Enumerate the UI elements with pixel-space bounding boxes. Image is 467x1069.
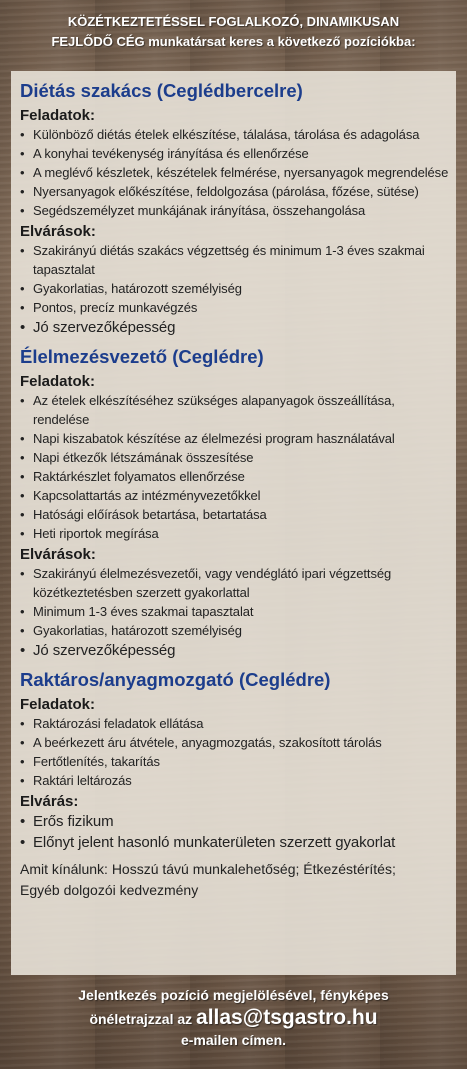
tasks-label: Feladatok: [20, 107, 96, 124]
footer-line-2-prefix: önéletrajzzal az [89, 1011, 197, 1027]
offer-text [20, 859, 450, 901]
offer-line-2: Egyéb dolgozói kedvezmény [20, 882, 199, 898]
job-title: Raktáros/anyagmozgató (Ceglédre) [20, 669, 331, 690]
list-item: • Az ételek elkészítéséhez szükséges alapanyagok összeállítása, rendelése [20, 391, 450, 429]
requirements-label: Elvárások: [20, 223, 96, 240]
list-item: • Heti riportok megírása [20, 524, 450, 543]
list-item: • Raktározási feladatok ellátása [20, 714, 450, 733]
job-dietas-szakacs [20, 78, 450, 338]
header-line-2: FEJLŐDŐ CÉG munkatársat keres a következő pozíciókba: [51, 34, 416, 49]
list-item: • Gyakorlatias, határozott személyiség [20, 279, 450, 298]
job-raktaros [20, 667, 450, 853]
list-item: • Erős fizikum [20, 811, 450, 832]
list-item: • A meglévő készletek, készételek felmérése, nyersanyagok megrendelése [20, 163, 450, 182]
list-item: • Gyakorlatias, határozott személyiség [20, 621, 450, 640]
header-line-1: KÖZÉTKEZTETÉSSEL FOGLALKOZÓ, DINAMIKUSAN [67, 14, 400, 29]
requirements-label: Elvárások: [20, 546, 96, 563]
requirements-list [20, 241, 450, 338]
list-item: • Szakirányú diétás szakács végzettség és minimum 1-3 éves szakmai tapasztalat [20, 241, 450, 279]
list-item: • Jó szervezőképesség [20, 640, 450, 661]
requirements-label: Elvárás: [20, 793, 79, 810]
footer [0, 984, 467, 1049]
job-listing-panel [11, 71, 456, 975]
requirements-list [20, 564, 450, 661]
tasks-label: Feladatok: [20, 696, 96, 713]
tasks-list [20, 391, 450, 543]
list-item: • A konyhai tevékenység irányítása és ellenőrzése [20, 144, 450, 163]
list-item: • Pontos, precíz munkavégzés [20, 298, 450, 317]
header [0, 12, 467, 52]
list-item: • Hatósági előírások betartása, betartatása [20, 505, 450, 524]
offer-line-1: Amit kínálunk: Hosszú távú munkalehetőség; Étkezéstérítés; [20, 861, 396, 877]
requirements-list [20, 811, 450, 853]
list-item: • A beérkezett áru átvétele, anyagmozgatás, szakosított tárolás [20, 733, 450, 752]
list-item: • Nyersanyagok előkészítése, feldolgozása (párolása, főzése, sütése) [20, 182, 450, 201]
list-item: • Minimum 1-3 éves szakmai tapasztalat [20, 602, 450, 621]
list-item: • Segédszemélyzet munkájának irányítása, összehangolása [20, 201, 450, 220]
list-item: • Napi kiszabatok készítése az élelmezési program használatával [20, 429, 450, 448]
job-title: Diétás szakács (Ceglédbercelre) [20, 80, 303, 101]
job-elelmezesvezeto [20, 344, 450, 661]
list-item: • Raktári leltározás [20, 771, 450, 790]
footer-line-2 [0, 1006, 467, 1031]
list-item: • Előnyt jelent hasonló munkaterületen szerzett gyakorlat [20, 832, 450, 853]
list-item: • Napi étkezők létszámának összesítése [20, 448, 450, 467]
list-item: • Különböző diétás ételek elkészítése, tálalása, tárolása és adagolása [20, 125, 450, 144]
job-title: Élelmezésvezető (Ceglédre) [20, 346, 264, 367]
list-item: • Raktárkészlet folyamatos ellenőrzése [20, 467, 450, 486]
list-item: • Szakirányú élelmezésvezetői, vagy vendéglátó ipari végzettség közétkeztetésben szerzett gyakorlattal [20, 564, 450, 602]
list-item: • Jó szervezőképesség [20, 317, 450, 338]
footer-line-3: e-mailen címen. [180, 1032, 287, 1048]
list-item: • Fertőtlenítés, takarítás [20, 752, 450, 771]
tasks-list [20, 714, 450, 790]
email-link[interactable]: allas@tsgastro.hu [196, 1006, 378, 1029]
footer-line-1: Jelentkezés pozíció megjelölésével, fényképes [78, 987, 389, 1003]
list-item: • Kapcsolattartás az intézményvezetőkkel [20, 486, 450, 505]
tasks-list [20, 125, 450, 220]
tasks-label: Feladatok: [20, 373, 96, 390]
